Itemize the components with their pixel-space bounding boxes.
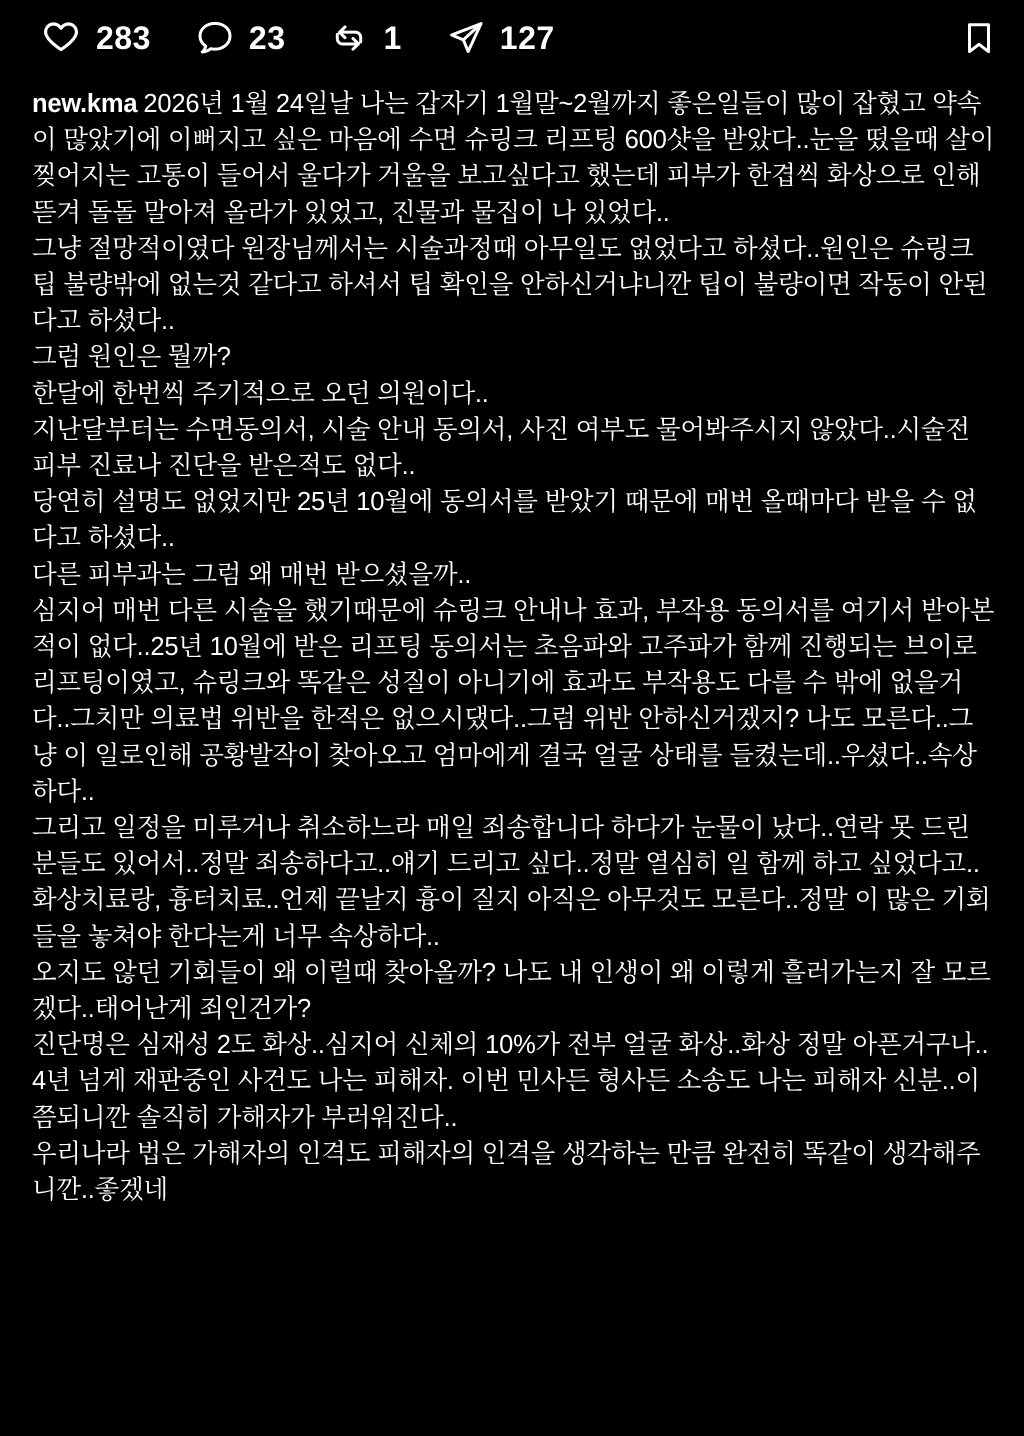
caption-container bbox=[0, 72, 1024, 1208]
share-count: 127 bbox=[499, 20, 555, 56]
caption-paragraph-5: 지난달부터는 수면동의서, 시술 안내 동의서, 사진 여부도 물어봐주시지 않았다..시술전 피부 진료나 진단을 받은적도 없다.. bbox=[32, 415, 970, 481]
comment-icon[interactable] bbox=[195, 18, 235, 58]
bookmark-icon[interactable] bbox=[960, 19, 998, 57]
repost-count: 1 bbox=[383, 20, 402, 56]
share-icon[interactable] bbox=[446, 18, 486, 58]
comment-count: 23 bbox=[248, 20, 286, 56]
post-action-bar bbox=[0, 0, 1024, 72]
share-action[interactable] bbox=[446, 18, 555, 58]
caption-paragraph-3: 그럼 원인은 뭘까? bbox=[32, 343, 231, 372]
username[interactable]: new.kma bbox=[32, 90, 138, 118]
caption-paragraph-14: 우리나라 법은 가해자의 인격도 피해자의 인격을 생각하는 만큼 완전히 똑같이 생각해주니깐..좋겠네 bbox=[32, 1139, 981, 1205]
caption-paragraph-12: 진단명은 심재성 2도 화상..심지어 신체의 10%가 전부 얼굴 화상..화상 정말 아픈거구나.. bbox=[32, 1031, 989, 1060]
caption-paragraph-2: 그냥 절망적이였다 원장님께서는 시술과정때 아무일도 없었다고 하셨다..원인은 슈링크 팁 불량밖에 없는것 같다고 하셔서 팁 확인을 안하신거냐니깐 팁이 불량이면 작동이 안된다고 하셨다.. bbox=[32, 234, 988, 336]
like-action[interactable] bbox=[40, 17, 151, 59]
caption-paragraph-8: 심지어 매번 다른 시술을 했기때문에 슈링크 안내나 효과, 부작용 동의서를 여기서 받아본적이 없다..25년 10월에 받은 리프팅 동의서는 초음파와 고주파가 함께 진행되는 브이로 리프팅이였고, 슈링크와 똑같은 성질이 아니기에 효과도 부작용도 다를 수 밖에 없을거다..그치만 의료법 위반을 한적은 없으시댔다..그럼 위반 안하신거겠지? 나도 모른다..그냥 이 일로인해 공황발작이 찾아오고 엄마에게 결국 얼굴 상태를 들켰는데..우셨다..속상하다.. bbox=[32, 596, 995, 806]
caption-paragraph-4: 한달에 한번씩 주기적으로 오던 의원이다.. bbox=[32, 379, 489, 408]
caption-paragraph-7: 다른 피부과는 그럼 왜 매번 받으셨을까.. bbox=[32, 560, 472, 589]
caption-paragraph-10: 화상치료랑, 흉터치료..언제 끝날지 흉이 질지 아직은 아무것도 모른다..정말 이 많은 기회들을 놓쳐야 한다는게 너무 속상하다.. bbox=[32, 886, 991, 951]
like-count: 283 bbox=[96, 20, 151, 56]
heart-icon[interactable] bbox=[40, 17, 82, 59]
caption-paragraph-11: 오지도 않던 기회들이 왜 이럴때 찾아올까? 나도 내 인생이 왜 이렇게 흘러가는지 잘 모르겠다..태어난게 죄인건가? bbox=[32, 958, 991, 1024]
caption-paragraph-6: 당연히 설명도 없었지만 25년 10월에 동의서를 받았기 때문에 매번 올때마다 받을 수 없다고 하셨다.. bbox=[32, 488, 977, 553]
post-caption bbox=[32, 86, 996, 1208]
caption-paragraph-1 bbox=[32, 90, 994, 227]
comment-action[interactable] bbox=[195, 18, 286, 58]
repost-icon[interactable] bbox=[329, 18, 369, 58]
caption-paragraph-13: 4년 넘게 재판중인 사건도 나는 피해자. 이번 민사든 형사든 소송도 나는 피해자 신분..이쯤되니깐 솔직히 가해자가 부러워진다.. bbox=[32, 1067, 980, 1132]
caption-paragraph-9: 그리고 일정을 미루거나 취소하느라 매일 죄송합니다 하다가 눈물이 났다..연락 못 드린 분들도 있어서..정말 죄송하다고..얘기 드리고 싶다..정말 열심히 일 함께 하고 싶었다고.. bbox=[32, 814, 980, 879]
caption-text-1: 2026년 1월 24일날 나는 갑자기 1월말~2월까지 좋은일들이 많이 잡혔고 약속이 많았기에 이뻐지고 싶은 마음에 수면 슈링크 리프팅 600샷을 받았다..눈을 떴을때 살이 찢어지는 고통이 들어서 울다가 거울을 보고싶다고 했는데 피부가 한겹씩 화상으로 인해 뜯겨 돌돌 말아져 올라가 있었고, 진물과 물집이 나 있었다.. bbox=[32, 90, 995, 227]
repost-action[interactable] bbox=[329, 18, 401, 58]
